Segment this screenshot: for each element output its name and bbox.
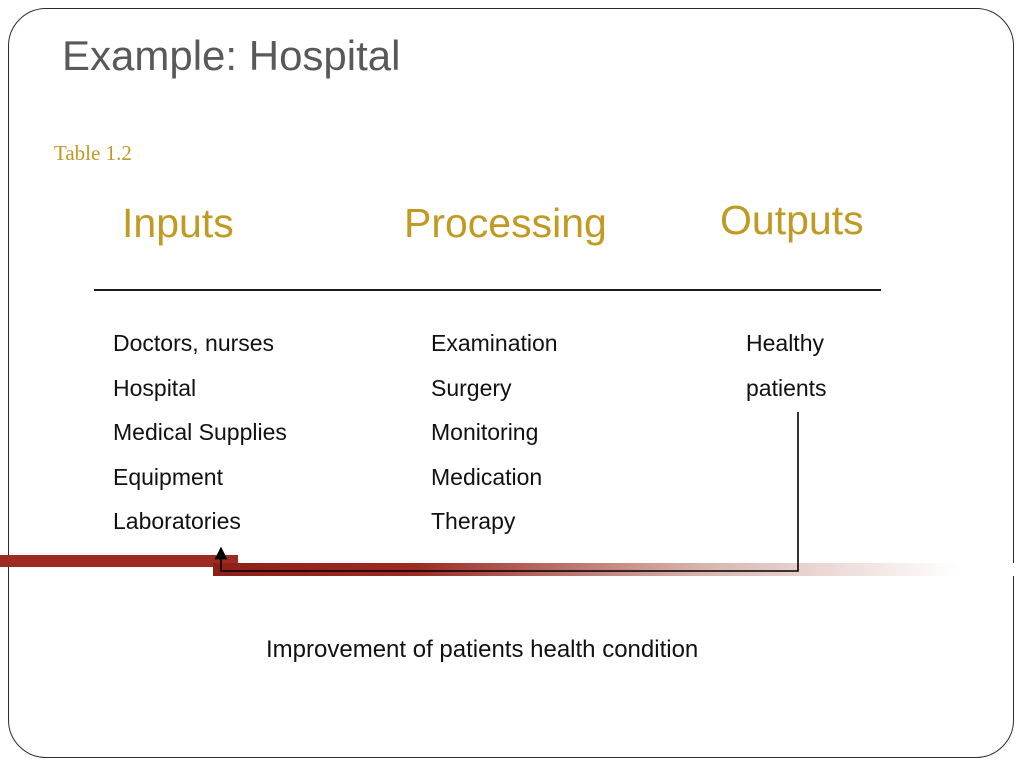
slide-title: Example: Hospital bbox=[62, 32, 401, 79]
list-item: Medical Supplies bbox=[113, 419, 287, 445]
accent-bar-red bbox=[0, 555, 238, 567]
column-header-processing: Processing bbox=[404, 200, 607, 246]
list-item: Examination bbox=[431, 330, 558, 356]
outputs-list bbox=[746, 326, 827, 415]
feedback-label: Improvement of patients health condition bbox=[266, 636, 699, 663]
processing-list bbox=[431, 326, 558, 549]
list-item: Healthy bbox=[746, 330, 824, 356]
table-caption: Table 1.2 bbox=[54, 141, 132, 165]
header-divider bbox=[94, 289, 881, 291]
list-item: patients bbox=[746, 374, 827, 401]
list-item: Medication bbox=[431, 463, 543, 490]
list-item: Hospital bbox=[113, 374, 197, 401]
list-item: Laboratories bbox=[113, 508, 241, 534]
list-item: Equipment bbox=[113, 463, 223, 490]
inputs-list bbox=[113, 326, 287, 549]
column-header-outputs: Outputs bbox=[720, 197, 864, 243]
list-item: Therapy bbox=[431, 508, 516, 534]
column-header-inputs: Inputs bbox=[122, 200, 234, 246]
list-item: Monitoring bbox=[431, 419, 539, 445]
list-item: Surgery bbox=[431, 374, 512, 401]
accent-bar-gradient bbox=[213, 563, 1024, 576]
list-item: Doctors, nurses bbox=[113, 330, 275, 356]
